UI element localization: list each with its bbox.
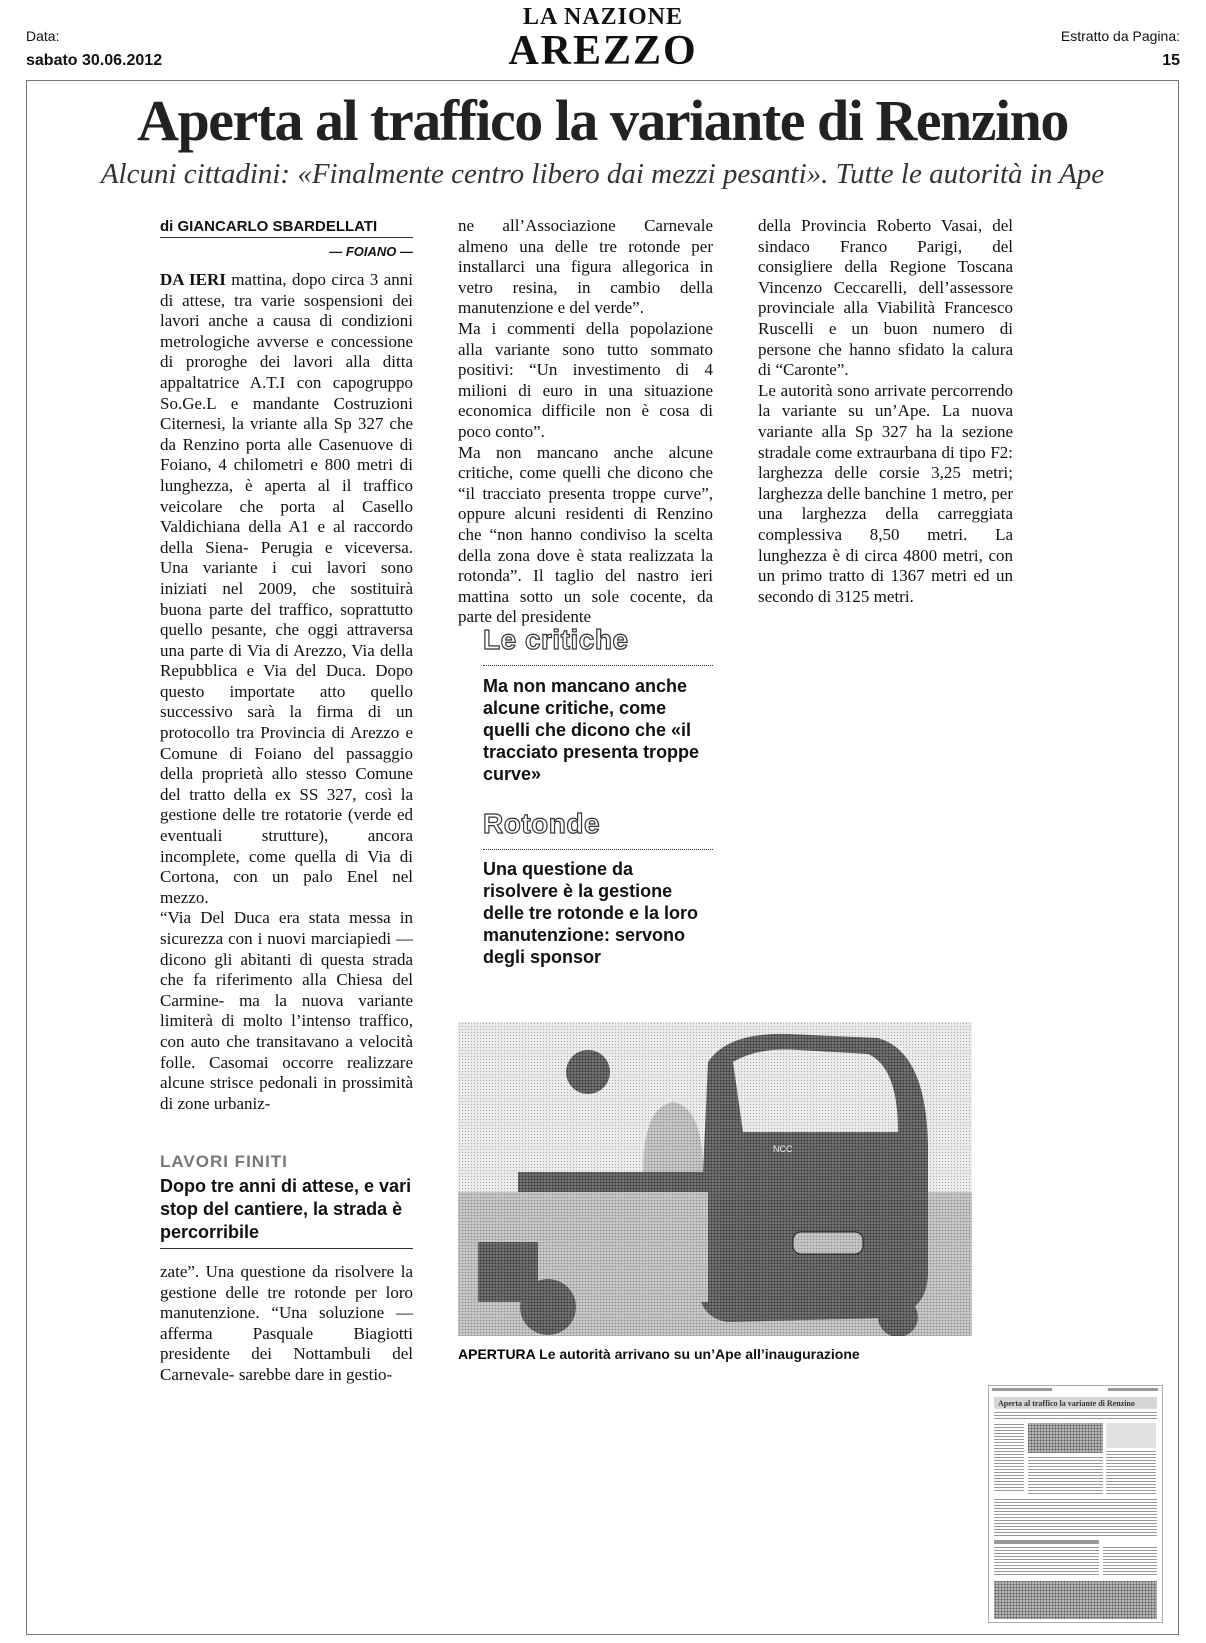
newspaper-name: LA NAZIONE [522, 4, 684, 30]
column-3-paragraph-1: della Provincia Roberto Vasai, del sindaco Franco Parigi, del consigliere della Regione Toscana Vincenzo Ceccarelli, dell’assessore provinciale alla Viabilità Francesco Ruscelli e un buon numero di persone che hanno sfidato la calura di “Caronte”. [758, 216, 1013, 380]
divider [160, 1248, 413, 1249]
rotonde-title: Rotonde [483, 808, 601, 839]
column-2-paragraph-3: Ma non mancano anche alcune critiche, come quelli che dicono che “il tracciato presenta troppe curve”, oppure alcuni residenti di Renzino che “non hanno condiviso la scelta della zona dove è stata realizzata la rotonda”. Il taglio del nastro ieri mattina sotto un sole cocente, da parte del presidente [458, 442, 713, 627]
date-label: Data: [26, 28, 60, 44]
photo-caption [458, 1346, 860, 1362]
article-headline: Aperta al traffico la variante di Renzino [137, 88, 1068, 153]
divider [483, 665, 713, 666]
newspaper-edition: AREZZO [508, 28, 698, 74]
article-column-3 [758, 216, 1013, 607]
divider [483, 849, 713, 850]
caption-kicker: APERTURA [458, 1346, 536, 1362]
lavori-summary: Dopo tre anni di attese, e vari stop del cantiere, la strada è percorribile [160, 1176, 412, 1242]
vehicle-plate: NCC [773, 1144, 793, 1154]
dateline: — FOIANO — [329, 244, 413, 259]
column-2-paragraph-2: Ma i commenti della popolazione alla variante sono tutto sommato positivi: “Un investimento di 4 milioni di euro in una situazione economica difficile non è cosa di poco conto”. [458, 318, 713, 441]
critiche-title: Le critiche [483, 624, 629, 655]
column-1-paragraph-2: “Via Del Duca era stata messa in sicurezza con i nuovi marciapiedi — dicono gli abitanti di questa strada che fa riferimento alla Chiesa del Carmine- ma la nuova variante limiterà di molto l’intenso traffico, con auto che transitavano a velocità folle. Casomai occorre realizzare alcune strisce pedonali in prossimità di zone urbaniz- [160, 908, 413, 1113]
rotonde-quote: Una questione da risolvere è la gestione delle tre rotonde e la loro manutenzione: servono degli sponsor [483, 859, 699, 967]
column-2-paragraph-1: ne all’Associazione Carnevale almeno una delle tre rotonde per installarci una figura allegorica in vetro resina, in cambio della manutenzione e del verde”. [458, 216, 713, 318]
article-subheadline: Alcuni cittadini: «Finalmente centro libero dai mezzi pesanti». Tutte le autorità in Ape [100, 158, 1105, 190]
column-3-paragraph-2: Le autorità sono arrivate percorrendo la variante su un’Ape. La nuova variante alla Sp 327 ha la sezione stradale come extraurbana di tipo F2: larghezza delle corsie 3,25 metri; larghezza delle banchine 1 metro, per una larghezza della carreggiata complessiva 8,50 metri. La lunghezza è di circa 4800 metri, con un primo tratto di 1367 metri ed un secondo di 3125 metri. [758, 380, 1013, 606]
column-1-continued-paragraph: zate”. Una questione da risolvere la gestione delle tre rotonde per loro manutenzione. “Una soluzione — afferma Pasquale Biagiotti presidente dei Nottambuli del Carnevale- sarebbe dare in gestio- [160, 1262, 413, 1384]
critiche-quote: Ma non mancano anche alcune critiche, come quelli che dicono che «il tracciato presenta troppe curve» [483, 676, 700, 784]
article-column-2 [458, 216, 713, 628]
lead-text: mattina, dopo circa 3 anni di attese, tra varie sospensioni dei lavori anche a causa di condizioni metrologiche avverse e concessione di proroghe dei lavori alla ditta appaltatrice A.T.I con capogruppo So.Ge.L e mandante Costruzioni Citernesi, la vriante alla Sp 327 che da Renzino porta alle Casenuove di Foiano, 4 chilometri e 800 metri di lunghezza, è aperta al il traffico veicolare che porta al Casello Valdichiana della A1 e al raccordo della Siena- Perugia e viceversa. Una variante i cui lavori sono iniziati nel 2009, che sostituirà buona parte del traffico, soprattutto quello pesante, che oggi attraversa una parte di Via di Arezzo, Via della Repubblica e Via del Duca. Dopo questo importate atto quello successivo sarà la firma di un protocollo tra Provincia di Arezzo e Comune di Foiano del passaggio della proprietà allo stesso Comune del tratto della ex SS 327, così la gestione delle tre rotatorie (verde ed eventuali strutture), ancora incomplete, come quella di Via di Cortona, con un palo Enel nel mezzo. [160, 270, 413, 907]
thumbnail-headline: Aperta al traffico la variante di Renzino [998, 1399, 1135, 1408]
article-column-1-continued [160, 1262, 413, 1386]
lavori-kicker: LAVORI FINITI [160, 1152, 288, 1171]
page-number: 15 [1162, 52, 1180, 69]
page-extract-label: Estratto da Pagina: [1060, 28, 1180, 44]
lead-in: DA IERI [160, 270, 226, 289]
publication-date: sabato 30.06.2012 [26, 52, 163, 69]
page-thumbnail [988, 1385, 1163, 1623]
caption-text: Le autorità arrivano su un’Ape all’inaugurazione [535, 1346, 860, 1362]
article-column-1 [160, 270, 413, 1114]
byline: di GIANCARLO SBARDELLATI [160, 218, 413, 238]
article-photo [458, 1022, 972, 1336]
column-1-paragraph [160, 270, 413, 908]
